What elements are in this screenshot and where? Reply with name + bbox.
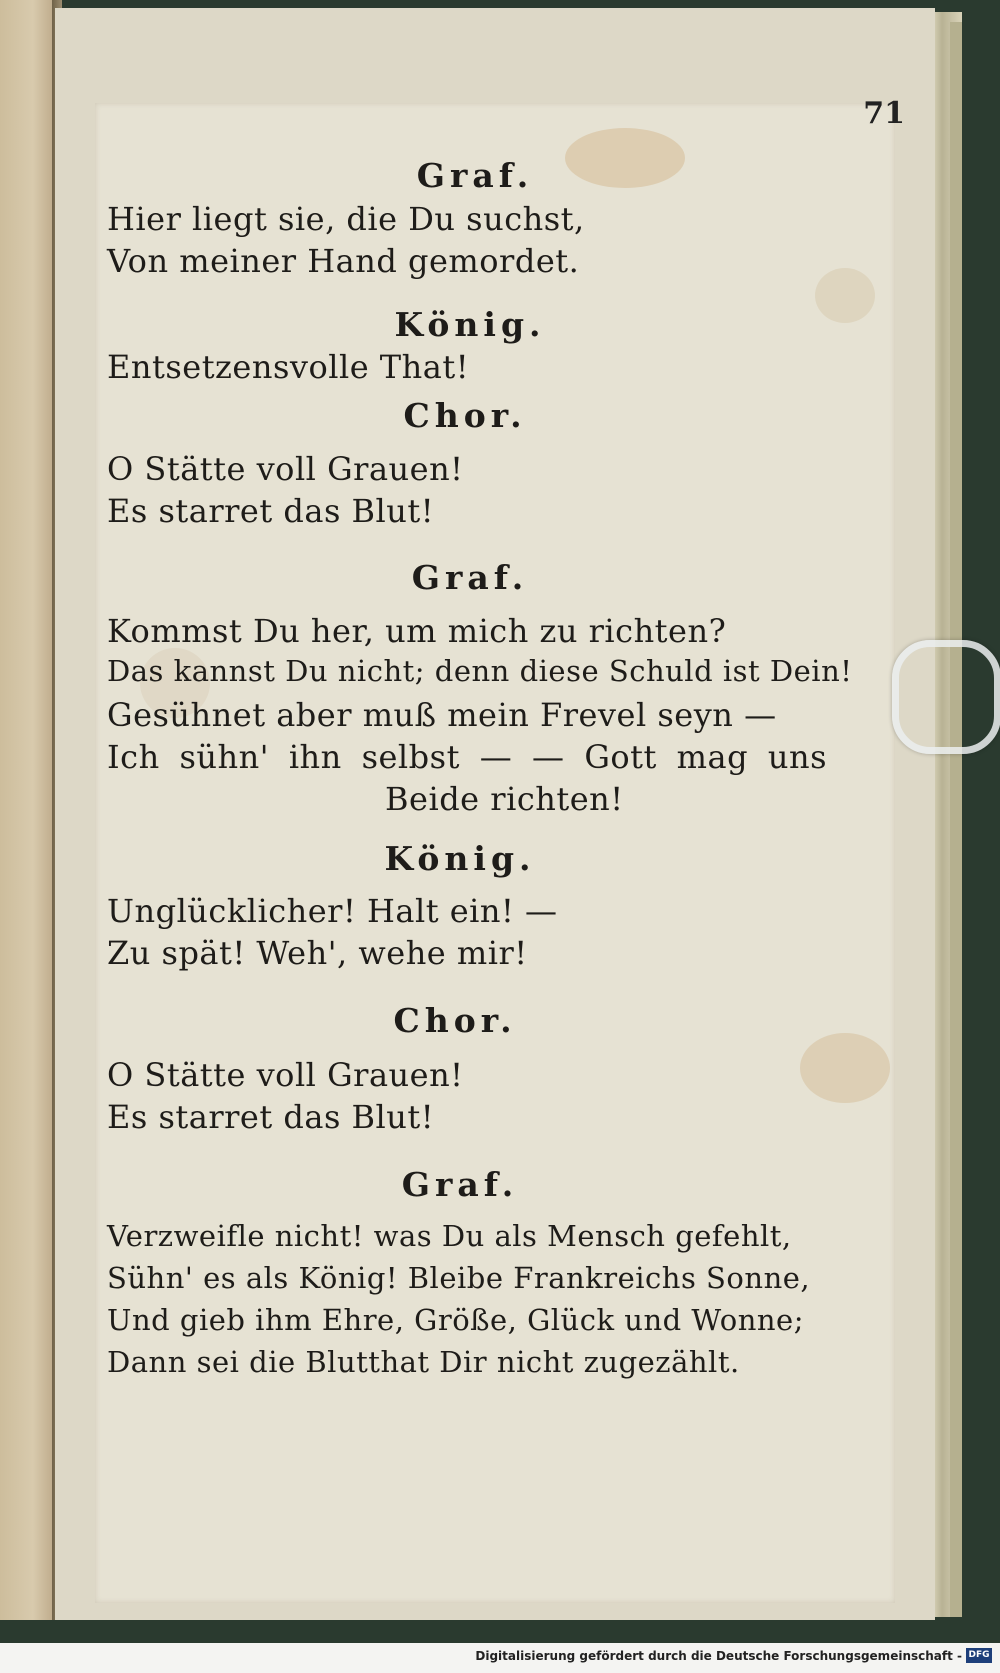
verse-line: Beide richten! [385, 780, 624, 818]
verse-line: Von meiner Hand gemordet. [107, 242, 580, 280]
verse-line: Hier liegt sie, die Du suchst, [107, 200, 585, 238]
verse-line: O Stätte voll Grauen! [107, 1056, 464, 1094]
verse-line: Gesühnet aber muß mein Frevel seyn — [107, 696, 777, 734]
paper-clip [892, 640, 1000, 754]
verse-line: Es starret das Blut! [107, 1098, 435, 1136]
verse-line: Zu spät! Weh', wehe mir! [107, 934, 528, 972]
verse-line: Sühn' es als König! Bleibe Frankreichs Sonne, [107, 1261, 811, 1295]
verse-line: Es starret das Blut! [107, 492, 435, 530]
book-page [55, 8, 935, 1620]
speaker-heading: König. [394, 305, 546, 344]
verse-line: Kommst Du her, um mich zu richten? [107, 612, 727, 650]
verse-line: Das kannst Du nicht; denn diese Schuld ist Dein! [107, 654, 853, 688]
left-page-edge [0, 0, 55, 1620]
speaker-heading: Graf. [401, 1165, 519, 1204]
verse-line: Ich sühn' ihn selbst — — Gott mag uns [107, 738, 827, 776]
verse-line: Entsetzensvolle That! [107, 348, 470, 386]
speaker-heading: König. [384, 839, 536, 878]
stain [800, 1033, 890, 1103]
dfg-logo: DFG [966, 1648, 992, 1663]
stain [565, 128, 685, 188]
funding-notice: Digitalisierung gefördert durch die Deutsche Forschungsgemeinschaft - [475, 1649, 962, 1663]
verse-line: Unglücklicher! Halt ein! — [107, 892, 558, 930]
verse-line: Und gieb ihm Ehre, Größe, Glück und Wonne; [107, 1303, 804, 1337]
verse-line: Verzweifle nicht! was Du als Mensch gefehlt, [107, 1219, 792, 1253]
speaker-heading: Chor. [403, 396, 527, 435]
speaker-heading: Graf. [416, 156, 534, 195]
verse-line: Dann sei die Blutthat Dir nicht zugezählt. [107, 1345, 740, 1379]
speaker-heading: Graf. [411, 558, 529, 597]
verse-line: O Stätte voll Grauen! [107, 450, 464, 488]
speaker-heading: Chor. [393, 1001, 517, 1040]
page-number: 71 [863, 96, 905, 131]
page-stack-edge [950, 22, 962, 1617]
